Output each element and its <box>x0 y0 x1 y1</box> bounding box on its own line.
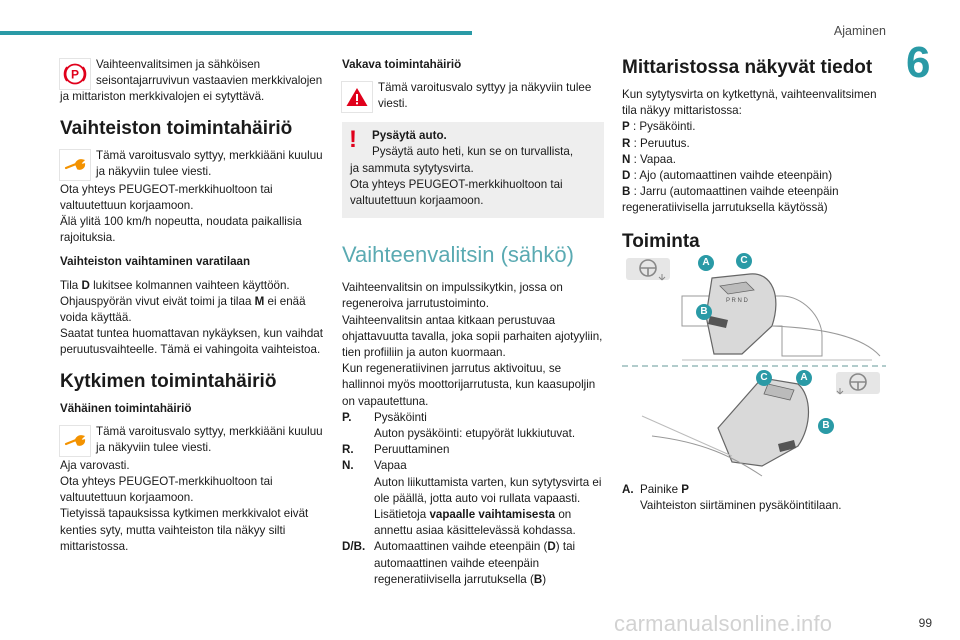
callout-badge: B <box>818 418 834 434</box>
selector-p3: Kun regeneratiivinen jarrutus aktivoituu, se hallinnoi myös moottorijarrutusta, kun kaasupoljin on vapautettuna. <box>342 362 596 408</box>
def-row: N. Vapaa Auton liikuttamista varten, kun sytytysvirta ei ole päällä, jotta auto voi rullata vapaasti. Lisätietoja vapaalle vaihtamisesta on annettu asiaa käsittelevässä kohdassa. <box>342 459 602 538</box>
callout-badge: A <box>796 370 812 386</box>
page-number: 99 <box>918 616 932 630</box>
svg-text:P R N D: P R N D <box>726 298 748 304</box>
parking-brake-warning-icon <box>60 59 90 89</box>
stop-title: Pysäytä auto. <box>372 129 447 143</box>
reverse-jolt-text: Saatat tuntea huomattavan nykäyksen, kun vaihdat peruutusvaihteelle. Tämä ei vahingoita vaihteistoa. <box>60 327 323 357</box>
clutch-note: Tietyissä tapauksissa kytkimen merkkivalot eivät kenties syty, mutta vaihteiston tila näkyy silti mittaristossa. <box>60 507 309 553</box>
transmission-speed-limit: Älä ylitä 100 km/h nopeutta, noudata paikallisia rajoituksia. <box>60 215 302 245</box>
transmission-warning-text: Tämä varoitusvalo syttyy, merkkiääni kuuluu ja näkyviin tulee viesti. <box>96 148 323 178</box>
wrench-icon <box>60 426 90 456</box>
def-row: R. Peruuttaminen <box>342 443 450 457</box>
display-item: D : Ajo (automaattinen vaihde eteenpäin) <box>622 169 833 183</box>
display-item: B : Jarru (automaattinen vaihde eteenpäin regeneratiivisella jarrutuksella käytössä) <box>622 185 839 215</box>
selector-p1: Vaihteenvalitsin on impulssikytkin, jossa on regeneroiva jarrutustoiminto. <box>342 281 563 311</box>
section-title-operation: Toiminta <box>622 230 700 252</box>
stop-line-2: ja sammuta sytytysvirta. <box>350 161 474 175</box>
clutch-warning-text: Tämä varoitusvalo syttyy, merkkiääni kuuluu ja näkyviin tulee viesti. <box>96 424 323 455</box>
clutch-drive-carefully: Aja varovasti. <box>60 458 130 472</box>
watermark: carmanualsonline.info <box>614 611 833 636</box>
subheading-backup-mode: Vaihteiston vaihtaminen varatilaan <box>60 255 251 269</box>
section-title: Ajaminen <box>833 24 886 38</box>
selector-p2: Vaihteenvalitsin antaa kitkaan perustuvaa ohjattavuutta tavalla, joka sopii parhaiten ajotyyliin, tien profiiliin ja auton kuormaan. <box>342 313 603 360</box>
steering-wheel-icon <box>626 258 670 280</box>
callout-badge: C <box>736 253 752 269</box>
column-1 <box>60 57 324 555</box>
wrench-icon <box>60 150 90 180</box>
callout-badge: B <box>696 304 712 320</box>
clutch-contact: Ota yhteys PEUGEOT-merkkihuoltoon tai valtuutettuun korjaamoon. <box>60 475 273 505</box>
svg-text:P: P <box>70 67 80 82</box>
display-item: R : Peruutus. <box>622 136 690 150</box>
column-3 <box>622 57 886 261</box>
subheading-serious-fault: Vakava toimintahäiriö <box>342 58 462 71</box>
display-item: P : Pysäköinti. <box>622 120 696 134</box>
stop-notice-box <box>342 122 604 218</box>
section-title-transmission-fault: Vaihteiston toimintahäiriö <box>60 117 293 139</box>
header-accent-bar <box>0 31 472 35</box>
warning-triangle-icon <box>342 82 372 112</box>
subheading-minor-fault: Vähäinen toimintahäiriö <box>60 401 192 415</box>
serious-warning <box>342 80 604 114</box>
gear-definitions <box>342 410 604 588</box>
callout-badge: C <box>756 370 772 386</box>
exclamation-icon: ! <box>349 126 357 154</box>
stop-line-1: Pysäytä auto heti, kun se on turvallista, <box>372 145 574 159</box>
gear-selector-illustration <box>622 256 886 484</box>
chapter-number: 6 <box>906 38 931 87</box>
legend-row: A. Painike P Vaihteiston siirtäminen pysäköintitilaan. <box>622 483 842 513</box>
stop-line-3: Ota yhteys PEUGEOT-merkkihuoltoon tai valtuutettuun korjaamoon. <box>350 177 563 208</box>
display-intro: Kun sytytysvirta on kytkettynä, vaihteenvalitsimen tila näkyy mittaristossa: <box>622 88 877 118</box>
wrench-warning-2 <box>60 424 324 458</box>
wrench-warning <box>60 148 324 182</box>
serious-warning-text: Tämä varoitusvalo syttyy ja näkyviin tulee viesti. <box>378 81 592 111</box>
def-row: P. Pysäköinti Auton pysäköinti: etupyörät lukkiutuvat. <box>342 410 576 441</box>
callout-badge: A <box>698 255 714 271</box>
parking-brake-warning <box>60 57 324 106</box>
figure-legend <box>622 482 886 514</box>
column-2 <box>342 57 604 588</box>
display-item: N : Vapaa. <box>622 152 676 166</box>
transmission-contact: Ota yhteys PEUGEOT-merkkihuoltoon tai valtuutettuun korjaamoon. <box>60 182 273 212</box>
intro-text: Vaihteenvalitsimen ja sähköisen seisontajarruvivun vastaavien merkkivalojen ja mittariston merkkivalojen ei sytyttävä. <box>60 58 323 104</box>
backup-mode-text: Tila D lukitsee kolmannen vaihteen käyttöön. Ohjauspyörän vivut eivät toimi ja tilaa M ei enää voida käyttää. <box>60 278 306 325</box>
section-title-instrument-display: Mittaristossa näkyvät tiedot <box>622 57 873 78</box>
section-title-gear-selector: Vaihteenvalitsin (sähkö) <box>342 242 574 268</box>
section-title-clutch-fault: Kytkimen toimintahäiriö <box>60 370 277 392</box>
def-row: D/B. Automaattinen vaihde eteenpäin (D) tai automaattinen vaihde eteenpäin regeneratiivisella jarrutuksella (B) <box>342 540 576 586</box>
